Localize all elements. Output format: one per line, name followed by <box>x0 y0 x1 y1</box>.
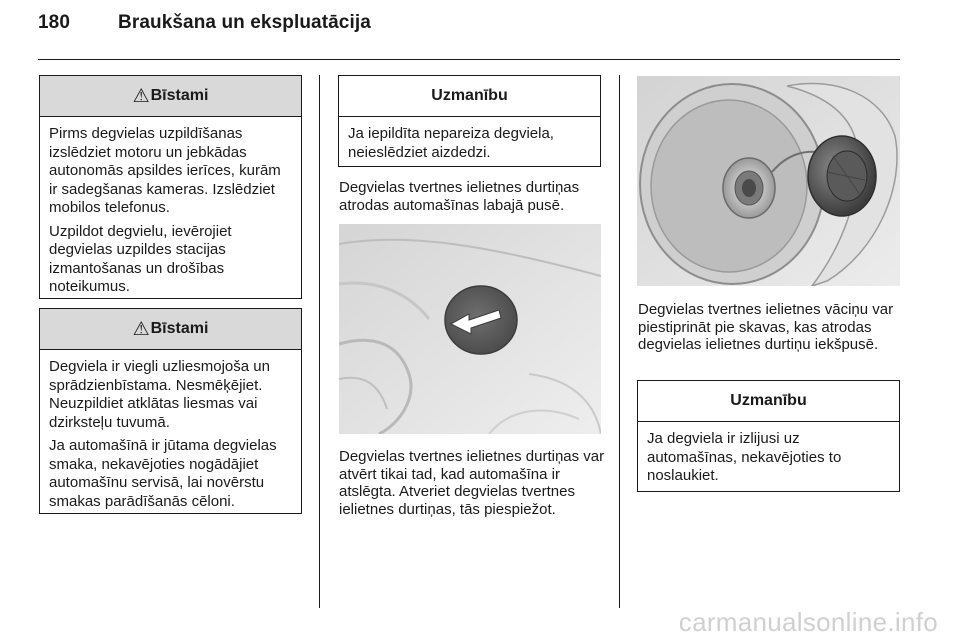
warning-paragraph: Pirms degvielas uzpildīšanas izslēdziet motoru un jebkādas autonomās apsildes ierīces, kurām ir sadegšanas kameras. Izslēdziet mobilos telefonus. <box>49 125 281 216</box>
warning-title: Bīstami <box>150 87 209 104</box>
caution-title: Uzmanību <box>431 87 508 104</box>
warning-paragraph: Degviela ir viegli uzliesmojoša un sprādzienbīstama. Nesmēķējiet. Neuzpildiet atklātas liesmas vai dzirksteļu tuvumā. <box>49 358 270 431</box>
caution-paragraph: Ja iepildīta nepareiza degviela, neieslēdziet aizdedzi. <box>348 125 554 161</box>
fuel-door-closed-image <box>339 224 601 434</box>
body-paragraph: Degvielas tvertnes ielietnes durtiņas atrodas automašīnas labajā pusē. <box>339 179 580 214</box>
caution-box-wrong-fuel <box>338 75 601 167</box>
caution-box-spilled-fuel <box>637 380 900 492</box>
header-rule <box>38 59 900 60</box>
warning-box-body <box>40 350 301 511</box>
warning-box-fuelling <box>39 75 302 299</box>
column-divider-2 <box>619 75 620 608</box>
body-paragraph: Degvielas tvertnes ielietnes durtiņas var atvērt tikai tad, kad automašīna ir atslēgta. Atveriet degvielas tvertnes ielietnes durtiņas, tās piespiežot. <box>339 448 605 518</box>
warning-box-body <box>40 117 301 297</box>
watermark: carmanualsonline.info <box>678 607 938 637</box>
caution-box-body <box>638 422 899 486</box>
warning-triangle-icon: ⚠ <box>132 85 150 107</box>
warning-paragraph: Ja automašīnā ir jūtama degvielas smaka, nekavējoties nogādājiet automašīnu servisā, lai novērstu smakas parādīšanās cēloni. <box>49 437 277 510</box>
warning-box-header <box>40 76 301 117</box>
warning-title: Bīstami <box>150 320 209 337</box>
warning-paragraph: Uzpildot degvielu, ievērojiet degvielas uzpildes stacijas izmantošanas un drošības noteikumus. <box>49 222 232 295</box>
column-divider-1 <box>319 75 320 608</box>
caution-title: Uzmanību <box>730 392 807 409</box>
caution-box-body <box>339 117 600 162</box>
caution-box-header <box>339 76 600 117</box>
warning-triangle-icon: ⚠ <box>132 318 150 340</box>
caution-paragraph: Ja degviela ir izlijusi uz automašīnas, nekavējoties to noslaukiet. <box>647 430 842 484</box>
warning-box-flammable <box>39 308 302 514</box>
section-title: Braukšana un ekspluatācija <box>118 12 371 33</box>
warning-box-header <box>40 309 301 350</box>
page-header <box>38 12 371 34</box>
caution-box-header <box>638 381 899 422</box>
page-number: 180 <box>38 12 71 33</box>
fuel-door-open-image <box>637 76 900 286</box>
body-paragraph: Degvielas tvertnes ielietnes vāciņu var piestiprināt pie skavas, kas atrodas degvielas ielietnes durtiņu iekšpusē. <box>638 301 894 353</box>
